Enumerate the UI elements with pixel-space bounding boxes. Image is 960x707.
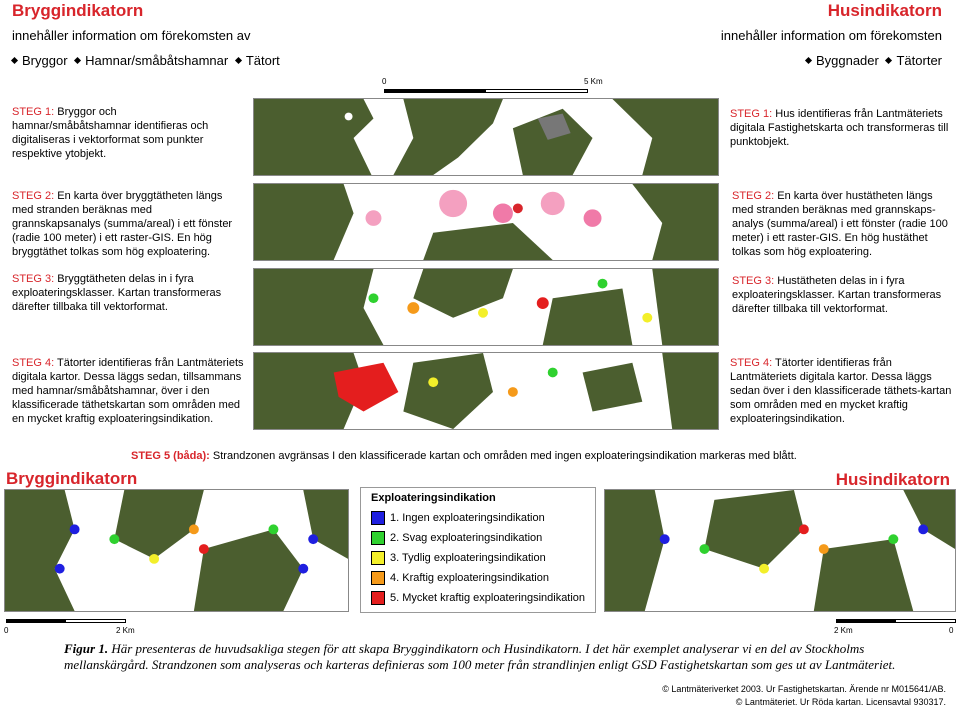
right-step-4: STEG 4: Tätorter identifieras från Lantmäteriets digitala kartor. Dessa läggs sedan över i den klassificerade täthets-kartan som områden med en mycket kraftig exploateringsindikation.: [730, 357, 952, 425]
left-step-1: STEG 1: Bryggor och hamnar/småbåtshamnar identifieras och digitaliseras i vektorformat som punkter respektive ytobjekt.: [12, 106, 209, 160]
legend-title: Exploateringsindikation: [371, 492, 496, 504]
top-scale-bar: [384, 89, 588, 93]
legend-item-2: 2. Svag exploateringsindikation: [371, 528, 595, 548]
item-tatort: Tätort: [245, 53, 280, 68]
diamond-bullet-icon: [11, 57, 18, 64]
item-tatorter: Tätorter: [896, 53, 942, 68]
bottom-right-scale-bar: [836, 619, 956, 623]
left-step-2: STEG 2: En karta över bryggtätheten längs med stranden beräknas med grannskapsanalys (summa/areal) i ett fönster (radie 100 meter) i ett raster-GIS. En hög bryggtäthet tolkas som hög exploatering.: [12, 190, 233, 258]
legend-swatch: [371, 551, 385, 565]
item-bryggor: Bryggor: [22, 53, 68, 68]
husindikator-result-map: [604, 489, 956, 612]
bryggindikator-result-map: [4, 489, 349, 612]
left-step-4: STEG 4: Tätorter identifieras från Lantmäteriets digitala kartor. Dessa läggs sedan, tillsammans med hamnar/småbåtshamnar, över i den klassificerade täthetskartan som områden med en mycket kraftig exploateringsindikation.: [12, 357, 244, 425]
map-step-3: [253, 268, 719, 346]
step-5: STEG 5 (båda): Strandzonen avgränsas I den klassificerade kartan och områden med ingen exploateringsindikation markeras med blått.: [131, 450, 797, 462]
legend-swatch: [371, 531, 385, 545]
figure-caption: Figur 1. Här presenteras de huvudsakliga stegen för att skapa Bryggindikatorn och Husindikatorn. I det här exemplet analyserar vi en del av Stockholms mellanskärgård. Strandzonen som analyseras och karteras definieras som 100 meter från strandlinjen enligt GSD Fastighetskartan som ges ut av Lantmäteriet.: [64, 641, 896, 672]
right-step-2: STEG 2: En karta över hustätheten längs med stranden beräknas med grannskaps-analys (summa/areal) i ett fönster (radie 100 meter) i ett raster-GIS. En hög hustäthet tolkas som hög exploatering.: [732, 190, 948, 258]
bottom-right-title: Husindikatorn: [835, 470, 950, 489]
map-step-4: [253, 352, 719, 430]
bottom-left-scale-start: 0: [4, 626, 9, 635]
bottom-right-scale-start: 2 Km: [834, 626, 853, 635]
right-indicator-items: [806, 53, 942, 68]
copyright-2: © Lantmäteriet. Ur Röda kartan. Licensavtal 930317.: [735, 697, 946, 707]
bottom-left-scale-end: 2 Km: [116, 626, 135, 635]
diamond-bullet-icon: [805, 57, 812, 64]
left-step-3: STEG 3: Bryggtätheten delas in i fyra exploateringsklasser. Kartan transformeras därefter tillbaka till vektorformat.: [12, 273, 222, 313]
left-indicator-title: Bryggindikatorn: [12, 1, 144, 20]
exploitation-legend: [360, 487, 596, 613]
top-scale-start: 0: [382, 77, 387, 86]
diamond-bullet-icon: [74, 57, 81, 64]
map-step-1: [253, 98, 719, 176]
legend-swatch: [371, 591, 385, 605]
left-indicator-items: [12, 53, 280, 68]
right-step-1: STEG 1: Hus identifieras från Lantmäteriets digitala Fastighetskarta och transformeras till punktobjekt.: [730, 108, 949, 148]
left-indicator-subtitle: innehåller information om förekomsten av: [12, 28, 251, 43]
item-byggnader: Byggnader: [815, 53, 879, 68]
top-scale-end: 5 Km: [584, 77, 603, 86]
right-step-3: STEG 3: Hustätheten delas in i fyra exploateringsklasser. Kartan transformeras därefter tillbaka till vektorformat.: [732, 275, 942, 315]
copyright-1: © Lantmäteriverket 2003. Ur Fastighetskartan. Ärende nr M015641/AB.: [662, 684, 946, 694]
diamond-bullet-icon: [885, 57, 892, 64]
right-indicator-subtitle: innehåller information om förekomsten: [720, 28, 942, 43]
legend-item-4: 4. Kraftig exploateringsindikation: [371, 568, 595, 588]
bottom-left-title: Bryggindikatorn: [6, 469, 138, 488]
legend-item-1: 1. Ingen exploateringsindikation: [371, 508, 595, 528]
item-hamnar: Hamnar/småbåtshamnar: [85, 53, 229, 68]
legend-item-5: 5. Mycket kraftig exploateringsindikation: [371, 588, 595, 608]
legend-swatch: [371, 511, 385, 525]
legend-swatch: [371, 571, 385, 585]
bottom-left-scale-bar: [6, 619, 126, 623]
map-step-2: [253, 183, 719, 261]
legend-item-3: 3. Tydlig exploateringsindikation: [371, 548, 595, 568]
right-indicator-title: Husindikatorn: [827, 1, 942, 20]
diamond-bullet-icon: [235, 57, 242, 64]
bottom-right-scale-end: 0: [949, 626, 954, 635]
